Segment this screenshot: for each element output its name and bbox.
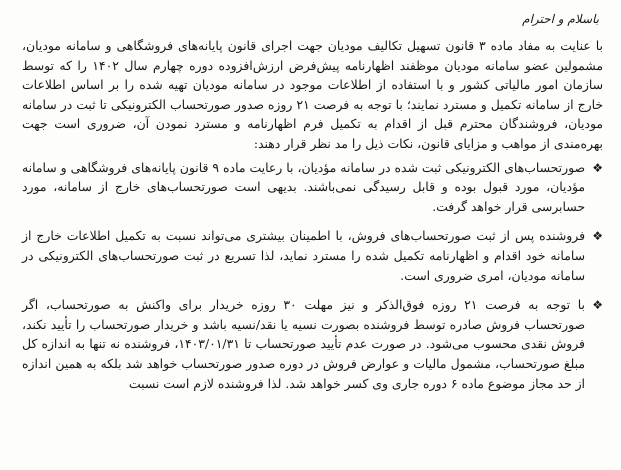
intro-paragraph: با عنایت به مفاد ماده ۳ قانون تسهیل تکالیف مودیان جهت اجرای قانون پایانه‌های فروشگاهی و سامانه مودیان، مشمولین عضو سامانه مودیان موظفند اظهارنامه پیش‌فرض ارزش‌افزوده دوره چهارم سال ۱۴۰۲ را که توسط سازمان امور مالیاتی کشور و با استفاده از اطلاعات موجود در سامانه مودیان تهیه شده را بر اساس اطلاعات خارج از سامانه تکمیل و مسترد نمایند؛ با توجه به فرصت ۲۱ روزه صدور صورتحساب الکترونیکی تا ثبت در سامانه مودیان، فروشندگان محترم قبل از اقدام به تکمیل فرم اظهارنامه و مسترد نمودن آن، ضروری است جهت بهره‌مندی از مواهب و مزایای قانون، نکات ذیل را مد نظر قرار دهند: bbox=[22, 38, 604, 151]
letter-greeting: باسلام و احترام bbox=[522, 12, 599, 26]
list-item bbox=[22, 295, 603, 393]
bullet-text: صورتحساب‌های الکترونیکی ثبت شده در سامانه مؤدیان، با رعایت ماده ۹ قانون پایانه‌های فروشگاهی و سامانه مؤدیان، مورد قبول بوده و قابل رسیدگی نمی‌باشند. بدیهی است صورتحساب‌های خارج از سامانه، مورد حسابرسی قرار خواهد گرفت. bbox=[22, 159, 585, 214]
diamond-bullet-icon: ❖ bbox=[592, 229, 603, 244]
bullet-text: فروشنده پس از ثبت صورتحساب‌های فروش، با اطمینان بیشتری می‌تواند نسبت به تکمیل اطلاعات خارج از سامانه خود اقدام و اظهارنامه تکمیل شده را مسترد نماید، لذا تسریع در ثبت صورتحساب‌های الکترونیکی در سامانه مودیان، امری ضروری است. bbox=[22, 228, 585, 283]
diamond-bullet-icon: ❖ bbox=[592, 298, 603, 313]
bullet-list bbox=[22, 158, 603, 394]
list-item bbox=[22, 158, 603, 217]
list-item bbox=[22, 226, 603, 285]
bullet-text: با توجه به فرصت ۲۱ روزه فوق‌الذکر و نیز مهلت ۳۰ روزه خریدار برای واکنش به صورتحساب، اگر صورتحساب فروش صادره توسط فروشنده بصورت نسیه یا نقد/نسیه باشد و خریدار صورتحساب را تأیید نکند، فروش نقدی محسوب می‌شود. در صورت عدم تأیید صورتحساب تا ۱۴۰۳/۰۱/۳۱، فروشنده نه تنها به اندازه کل مبلغ صورتحساب، مشمول مالیات و عوارض فروش در دوره صدور صورتحساب خواهد شد بلکه به همین اندازه از حد مجاز موضوع ماده ۶ دوره جاری وی کسر خواهد شد. لذا فروشنده لازم است نسبت bbox=[22, 297, 585, 391]
diamond-bullet-icon: ❖ bbox=[592, 160, 603, 175]
